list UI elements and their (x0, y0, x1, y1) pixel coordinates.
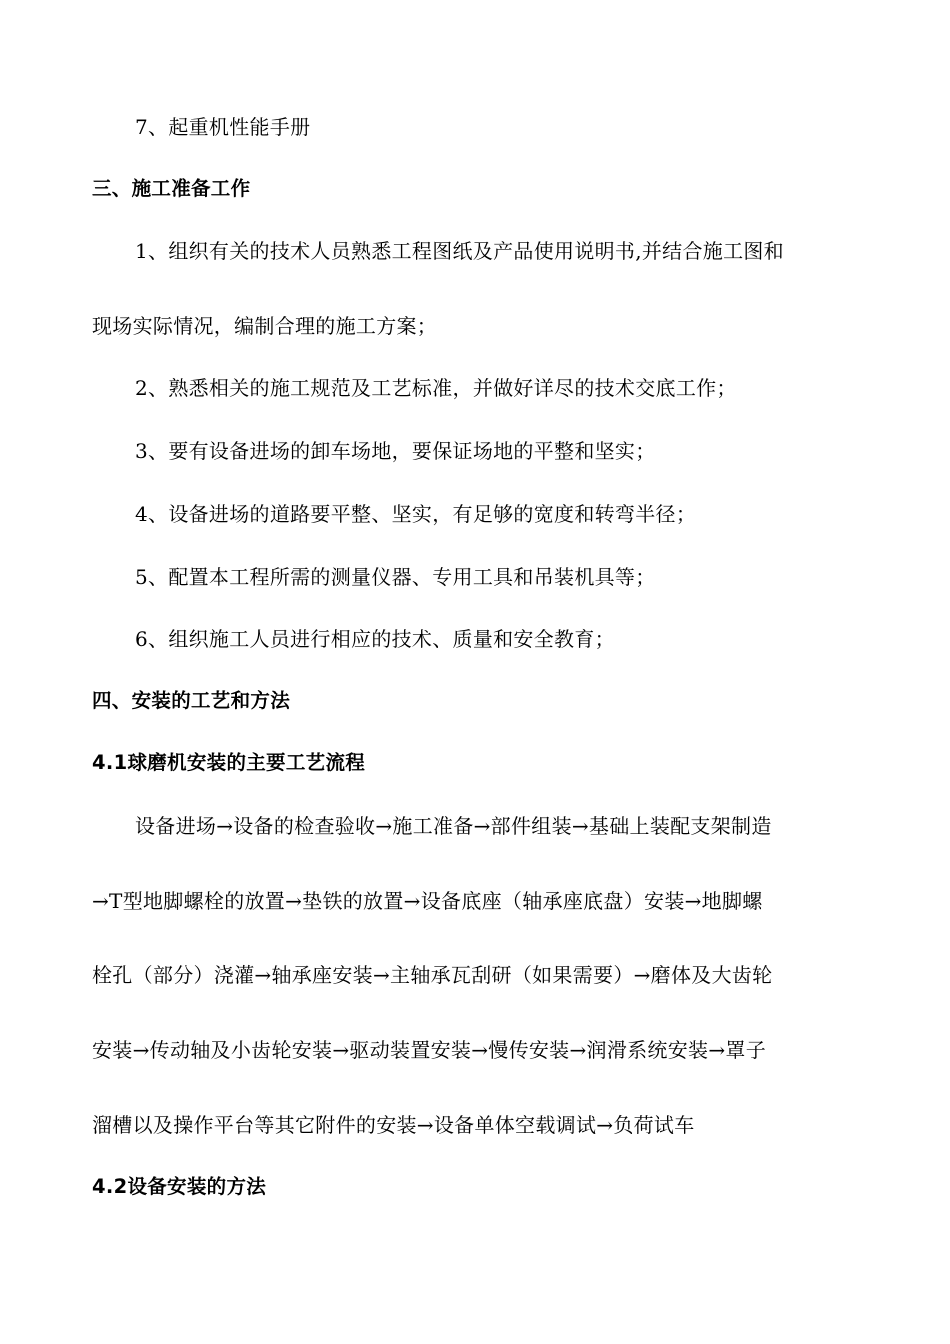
prep-item-1-line-1: 1、组织有关的技术人员熟悉工程图纸及产品使用说明书,并结合施工图和 (135, 239, 784, 263)
process-flow-line-4: 安装→传动轴及小齿轮安装→驱动装置安装→慢传安装→润滑系统安装→罩子 (92, 1038, 766, 1062)
prep-item-4: 4、设备进场的道路要平整、坚实，有足够的宽度和转弯半径； (135, 502, 697, 526)
process-flow-line-3: 栓孔（部分）浇灌→轴承座安装→主轴承瓦刮研（如果需要）→磨体及大齿轮 (92, 963, 773, 987)
prep-item-1-line-2: 现场实际情况，编制合理的施工方案； (92, 314, 438, 338)
process-flow-line-5: 溜槽以及操作平台等其它附件的安装→设备单体空载调试→负荷试车 (92, 1113, 695, 1137)
prep-item-6: 6、组织施工人员进行相应的技术、质量和安全教育； (135, 627, 615, 651)
subsection-heading-4-1: 4.1球磨机安装的主要工艺流程 (92, 751, 366, 774)
subsection-heading-4-2: 4.2设备安装的方法 (92, 1175, 267, 1198)
prep-item-5: 5、配置本工程所需的测量仪器、专用工具和吊装机具等； (135, 565, 656, 589)
process-flow-line-1: 设备进场→设备的检查验收→施工准备→部件组装→基础上装配支架制造 (135, 814, 772, 838)
process-flow-line-2: →T型地脚螺栓的放置→垫铁的放置→设备底座（轴承座底盘）安装→地脚螺 (92, 889, 763, 913)
section-heading-3: 三、施工准备工作 (92, 177, 251, 200)
section-heading-4: 四、安装的工艺和方法 (92, 689, 291, 712)
prep-item-3: 3、要有设备进场的卸车场地，要保证场地的平整和坚实； (135, 439, 656, 463)
list-item-7: 7、起重机性能手册 (135, 115, 311, 139)
prep-item-2: 2、熟悉相关的施工规范及工艺标准，并做好详尽的技术交底工作； (135, 376, 737, 400)
